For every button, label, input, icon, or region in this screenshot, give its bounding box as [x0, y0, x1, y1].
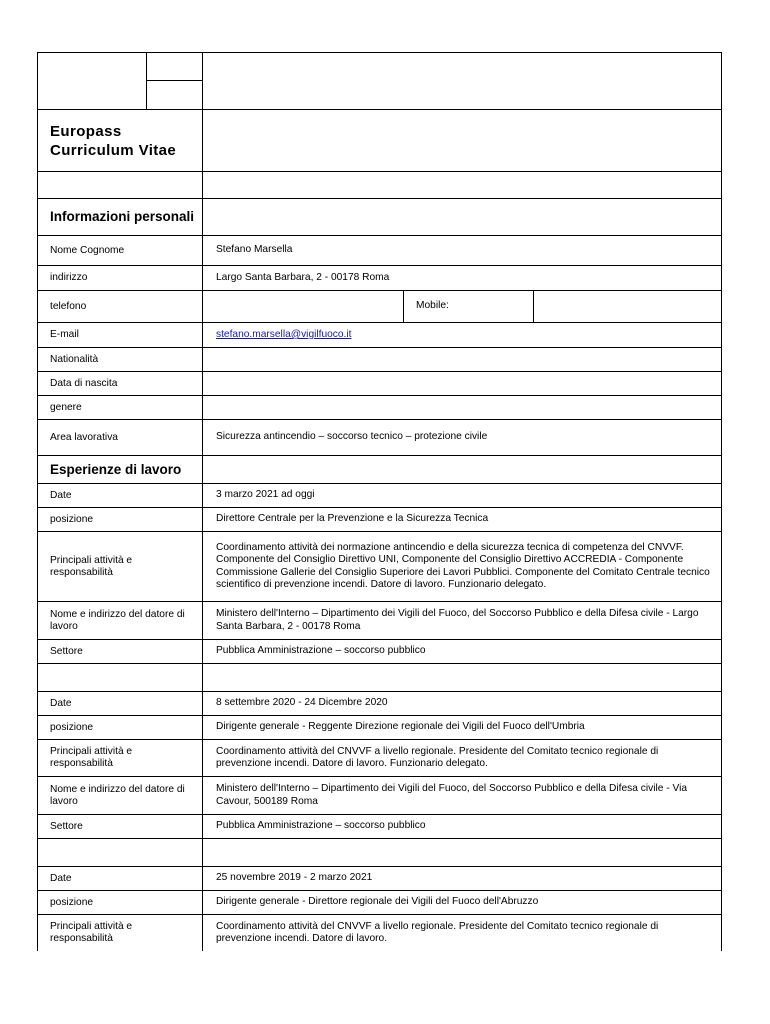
blank-row — [37, 838, 722, 866]
blank-row — [37, 663, 722, 691]
info-row — [37, 371, 722, 395]
info-row — [37, 395, 722, 419]
job-employer-value: Ministero dell'Interno – Dipartimento dei Vigili del Fuoco, del Soccorso Pubblico e della Difesa civile - Via Cavour, 500189 Roma — [216, 783, 687, 807]
job-position-value: Dirigente generale - Direttore regionale dei Vigili del Fuoco dell'Abruzzo — [216, 896, 539, 908]
area-label: Area lavorativa — [38, 420, 203, 455]
info-row — [37, 290, 722, 322]
section-row — [37, 455, 722, 483]
address-label: indirizzo — [38, 266, 203, 290]
nationality-label: Nationalità — [38, 348, 203, 371]
job-position-value: Dirigente generale - Reggente Direzione regionale dei Vigili del Fuoco dell'Umbria — [216, 721, 585, 733]
job-sector-value: Pubblica Amministrazione – soccorso pubblico — [216, 820, 426, 832]
birth-label: Data di nascita — [38, 372, 203, 395]
job-position-label: posizione — [38, 716, 203, 739]
job-date-value: 25 novembre 2019 - 2 marzo 2021 — [216, 872, 373, 884]
address-value: Largo Santa Barbara, 2 - 00178 Roma — [216, 271, 390, 283]
section-heading-personal: Informazioni personali — [38, 199, 203, 235]
title-row — [37, 109, 722, 171]
job-sector-label: Settore — [38, 640, 203, 663]
job-activities-label: Principali attività e responsabilità — [38, 915, 203, 951]
job-date-label: Date — [38, 867, 203, 890]
logo-divider-horizontal — [146, 80, 202, 81]
job-position-label: posizione — [38, 508, 203, 531]
info-row — [37, 265, 722, 290]
job-row — [37, 531, 722, 601]
gender-label: genere — [38, 396, 203, 419]
cv-title — [38, 110, 203, 171]
email-link[interactable]: stefano.marsella@vigilfuoco.it — [216, 328, 352, 340]
job-activities-value: Coordinamento attività dei normazione antincendio e della sicurezza tecnica di competenza del CNVVF. Componente del Consiglio Direttivo UNI, Componente del Consiglio Direttivo ACCREDIA - Componente Commissione Gallerie del Consiglio Superiore dei Lavori Pubblici. Componente del Comitato Centrale tecnico scientifico di prevenzione incendi. Datore di lavoro. Funzionario delegato. — [216, 541, 710, 590]
job-employer-label: Nome e indirizzo del datore di lavoro — [38, 777, 203, 814]
phone-cells — [203, 291, 721, 322]
job-row — [37, 814, 722, 838]
job-activities-value: Coordinamento attività del CNVVF a livello regionale. Presidente del Comitato tecnico regionale di prevenzione incendi. Datore di lavoro. Funzionario delegato. — [216, 745, 659, 769]
job-employer-label: Nome e indirizzo del datore di lavoro — [38, 602, 203, 639]
name-label: Nome Cognome — [38, 236, 203, 265]
logo-value-cell — [203, 53, 721, 109]
job-row — [37, 601, 722, 639]
blank-row — [37, 171, 722, 198]
area-value: Sicurezza antincendio – soccorso tecnico – protezione civile — [216, 431, 488, 443]
mobile-label: Mobile: — [404, 291, 534, 322]
phone-label: telefono — [38, 291, 203, 322]
logo-cell — [38, 53, 203, 109]
job-activities-value: Coordinamento attività del CNVVF a livello regionale. Presidente del Comitato tecnico regionale di prevenzione incendi. Datore di lavoro. — [216, 920, 659, 944]
job-date-label: Date — [38, 484, 203, 507]
job-row — [37, 691, 722, 715]
job-sector-label: Settore — [38, 815, 203, 838]
job-row — [37, 483, 722, 507]
job-date-value: 3 marzo 2021 ad oggi — [216, 489, 315, 501]
job-position-value: Direttore Centrale per la Prevenzione e la Sicurezza Tecnica — [216, 513, 489, 525]
job-row — [37, 890, 722, 914]
logo-row — [37, 52, 722, 109]
name-value: Stefano Marsella — [216, 244, 293, 256]
job-sector-value: Pubblica Amministrazione – soccorso pubblico — [216, 645, 426, 657]
job-row — [37, 914, 722, 951]
cv-title-line1: Europass — [50, 122, 122, 140]
job-employer-value: Ministero dell'Interno – Dipartimento dei Vigili del Fuoco, del Soccorso Pubblico e della Difesa civile - Largo Santa Barbara, 2 - 00178 Roma — [216, 608, 699, 632]
section-row — [37, 198, 722, 235]
section-heading-work: Esperienze di lavoro — [38, 456, 203, 483]
info-row — [37, 419, 722, 455]
cv-title-line2: Curriculum Vitae — [50, 141, 177, 159]
job-activities-label: Principali attività e responsabilità — [38, 740, 203, 776]
job-row — [37, 739, 722, 776]
email-label: E-mail — [38, 323, 203, 347]
cv-table — [37, 52, 722, 951]
job-position-label: posizione — [38, 891, 203, 914]
job-date-value: 8 settembre 2020 - 24 Dicembre 2020 — [216, 697, 388, 709]
phone-value — [203, 291, 404, 322]
info-row — [37, 347, 722, 371]
info-row — [37, 322, 722, 347]
job-date-label: Date — [38, 692, 203, 715]
job-row — [37, 639, 722, 663]
job-row — [37, 866, 722, 890]
job-activities-label: Principali attività e responsabilità — [38, 532, 203, 601]
job-row — [37, 715, 722, 739]
info-row — [37, 235, 722, 265]
job-row — [37, 776, 722, 814]
job-row — [37, 507, 722, 531]
title-value-cell — [203, 110, 721, 171]
mobile-value — [534, 291, 721, 322]
logo-divider-vertical — [146, 53, 147, 109]
